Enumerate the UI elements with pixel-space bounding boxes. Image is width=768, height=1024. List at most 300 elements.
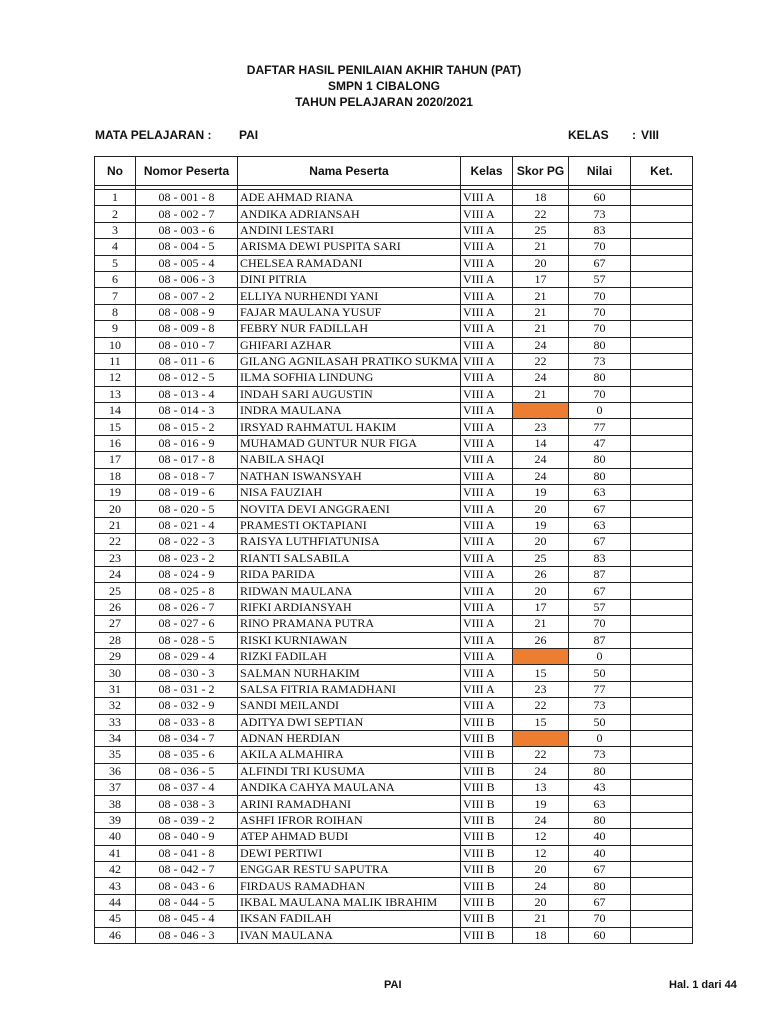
cell-kelas: VIII B <box>461 780 513 796</box>
footer-subject: PAI <box>384 979 402 991</box>
cell-nomor-peserta: 08 - 036 - 5 <box>136 763 238 779</box>
cell-skor-pg: 20 <box>513 583 569 599</box>
cell-nilai: 77 <box>569 681 631 697</box>
cell-skor-pg: 18 <box>513 190 569 206</box>
cell-ket <box>631 403 693 419</box>
cell-kelas: VIII A <box>461 288 513 304</box>
table-row <box>95 271 693 287</box>
cell-kelas: VIII A <box>461 190 513 206</box>
cell-nomor-peserta: 08 - 017 - 8 <box>136 452 238 468</box>
cell-nomor-peserta: 08 - 012 - 5 <box>136 370 238 386</box>
table-row <box>95 435 693 451</box>
cell-no: 27 <box>95 616 136 632</box>
cell-skor-pg: 19 <box>513 796 569 812</box>
cell-ket <box>631 747 693 763</box>
class-separator: : <box>632 128 636 142</box>
cell-nama-peserta: RINO PRAMANA PUTRA <box>238 616 461 632</box>
cell-skor-pg: 20 <box>513 894 569 910</box>
cell-nilai: 73 <box>569 747 631 763</box>
cell-nilai: 67 <box>569 255 631 271</box>
cell-nomor-peserta: 08 - 043 - 6 <box>136 878 238 894</box>
cell-nomor-peserta: 08 - 002 - 7 <box>136 206 238 222</box>
cell-no: 34 <box>95 730 136 746</box>
cell-nilai: 67 <box>569 894 631 910</box>
cell-no: 36 <box>95 763 136 779</box>
cell-ket <box>631 681 693 697</box>
table-row <box>95 829 693 845</box>
cell-ket <box>631 780 693 796</box>
cell-skor-pg: 21 <box>513 616 569 632</box>
cell-nilai: 73 <box>569 206 631 222</box>
table-row <box>95 845 693 861</box>
table-row <box>95 583 693 599</box>
cell-ket <box>631 730 693 746</box>
cell-no: 20 <box>95 501 136 517</box>
cell-no: 5 <box>95 255 136 271</box>
table-row <box>95 616 693 632</box>
cell-nama-peserta: RAISYA LUTHFIATUNISA <box>238 534 461 550</box>
cell-ket <box>631 517 693 533</box>
cell-no: 22 <box>95 534 136 550</box>
cell-skor-pg: 13 <box>513 780 569 796</box>
cell-no: 28 <box>95 632 136 648</box>
cell-no: 26 <box>95 599 136 615</box>
table-row <box>95 566 693 582</box>
cell-no: 4 <box>95 239 136 255</box>
cell-kelas: VIII A <box>461 550 513 566</box>
cell-nama-peserta: NOVITA DEVI ANGGRAENI <box>238 501 461 517</box>
cell-nama-peserta: FAJAR MAULANA YUSUF <box>238 304 461 320</box>
col-header-nama-peserta: Nama Peserta <box>238 157 461 186</box>
cell-no: 7 <box>95 288 136 304</box>
cell-kelas: VIII A <box>461 534 513 550</box>
cell-nomor-peserta: 08 - 011 - 6 <box>136 353 238 369</box>
table-row <box>95 862 693 878</box>
cell-nama-peserta: NATHAN ISWANSYAH <box>238 468 461 484</box>
results-table <box>94 156 693 944</box>
cell-nama-peserta: SALSA FITRIA RAMADHANI <box>238 681 461 697</box>
cell-ket <box>631 206 693 222</box>
cell-nama-peserta: ADITYA DWI SEPTIAN <box>238 714 461 730</box>
cell-kelas: VIII A <box>461 501 513 517</box>
cell-kelas: VIII A <box>461 370 513 386</box>
cell-nomor-peserta: 08 - 021 - 4 <box>136 517 238 533</box>
cell-nama-peserta: IVAN MAULANA <box>238 927 461 943</box>
cell-nilai: 70 <box>569 239 631 255</box>
cell-no: 2 <box>95 206 136 222</box>
cell-nilai: 73 <box>569 353 631 369</box>
cell-nilai: 80 <box>569 812 631 828</box>
cell-nama-peserta: DEWI PERTIWI <box>238 845 461 861</box>
cell-nomor-peserta: 08 - 018 - 7 <box>136 468 238 484</box>
table-row <box>95 780 693 796</box>
cell-kelas: VIII B <box>461 763 513 779</box>
subject-value: PAI <box>239 128 259 142</box>
cell-nomor-peserta: 08 - 046 - 3 <box>136 927 238 943</box>
cell-kelas: VIII B <box>461 747 513 763</box>
cell-skor-pg: 19 <box>513 517 569 533</box>
cell-nama-peserta: INDAH SARI AUGUSTIN <box>238 386 461 402</box>
cell-skor-pg: 15 <box>513 665 569 681</box>
cell-skor-pg: 18 <box>513 927 569 943</box>
school-name: SMPN 1 CIBALONG <box>327 79 440 93</box>
col-header-skor-pg: Skor PG <box>513 157 569 186</box>
cell-kelas: VIII A <box>461 517 513 533</box>
cell-nama-peserta: NABILA SHAQI <box>238 452 461 468</box>
cell-nama-peserta: ASHFI IFROR ROIHAN <box>238 812 461 828</box>
cell-ket <box>631 386 693 402</box>
cell-skor-pg: 21 <box>513 386 569 402</box>
cell-no: 14 <box>95 403 136 419</box>
cell-kelas: VIII A <box>461 206 513 222</box>
cell-nama-peserta: ANDINI LESTARI <box>238 222 461 238</box>
cell-ket <box>631 370 693 386</box>
table-row <box>95 222 693 238</box>
document-title: DAFTAR HASIL PENILAIAN AKHIR TAHUN (PAT) <box>246 63 522 77</box>
cell-nilai: 0 <box>569 648 631 664</box>
cell-nama-peserta: ANDIKA CAHYA MAULANA <box>238 780 461 796</box>
cell-skor-pg: 24 <box>513 452 569 468</box>
cell-nama-peserta: ARISMA DEWI PUSPITA SARI <box>238 239 461 255</box>
cell-nilai: 80 <box>569 370 631 386</box>
cell-skor-pg: 21 <box>513 304 569 320</box>
cell-nomor-peserta: 08 - 015 - 2 <box>136 419 238 435</box>
table-row <box>95 812 693 828</box>
cell-ket <box>631 812 693 828</box>
cell-skor-pg: 21 <box>513 288 569 304</box>
cell-ket <box>631 714 693 730</box>
cell-nomor-peserta: 08 - 019 - 6 <box>136 485 238 501</box>
cell-no: 18 <box>95 468 136 484</box>
table-row <box>95 288 693 304</box>
table-header-row <box>95 157 693 186</box>
cell-kelas: VIII A <box>461 616 513 632</box>
cell-kelas: VIII B <box>461 927 513 943</box>
cell-nomor-peserta: 08 - 029 - 4 <box>136 648 238 664</box>
cell-skor-pg: 19 <box>513 485 569 501</box>
cell-nomor-peserta: 08 - 033 - 8 <box>136 714 238 730</box>
cell-no: 30 <box>95 665 136 681</box>
table-row <box>95 239 693 255</box>
cell-nomor-peserta: 08 - 014 - 3 <box>136 403 238 419</box>
cell-kelas: VIII A <box>461 239 513 255</box>
cell-ket <box>631 911 693 927</box>
cell-nama-peserta: GHIFARI AZHAR <box>238 337 461 353</box>
cell-ket <box>631 665 693 681</box>
cell-kelas: VIII A <box>461 321 513 337</box>
cell-nama-peserta: RIZKI FADILAH <box>238 648 461 664</box>
cell-kelas: VIII B <box>461 878 513 894</box>
cell-nama-peserta: FIRDAUS RAMADHAN <box>238 878 461 894</box>
cell-skor-pg: 14 <box>513 435 569 451</box>
cell-nilai: 70 <box>569 288 631 304</box>
cell-nomor-peserta: 08 - 045 - 4 <box>136 911 238 927</box>
cell-nomor-peserta: 08 - 016 - 9 <box>136 435 238 451</box>
cell-skor-pg: 12 <box>513 829 569 845</box>
cell-nama-peserta: SANDI MEILANDI <box>238 698 461 714</box>
cell-skor-pg <box>513 730 569 746</box>
cell-no: 39 <box>95 812 136 828</box>
cell-kelas: VIII A <box>461 648 513 664</box>
cell-skor-pg <box>513 403 569 419</box>
cell-nama-peserta: RIDWAN MAULANA <box>238 583 461 599</box>
cell-ket <box>631 501 693 517</box>
cell-no: 45 <box>95 911 136 927</box>
cell-nilai: 60 <box>569 190 631 206</box>
cell-kelas: VIII A <box>461 599 513 615</box>
cell-nama-peserta: INDRA MAULANA <box>238 403 461 419</box>
cell-kelas: VIII A <box>461 255 513 271</box>
cell-ket <box>631 353 693 369</box>
cell-kelas: VIII A <box>461 304 513 320</box>
cell-nilai: 67 <box>569 862 631 878</box>
cell-ket <box>631 550 693 566</box>
cell-skor-pg: 17 <box>513 599 569 615</box>
cell-skor-pg: 23 <box>513 419 569 435</box>
cell-kelas: VIII A <box>461 698 513 714</box>
cell-skor-pg: 22 <box>513 747 569 763</box>
cell-nama-peserta: RIANTI SALSABILA <box>238 550 461 566</box>
cell-nama-peserta: RIDA PARIDA <box>238 566 461 582</box>
cell-nama-peserta: GILANG AGNILASAH PRATIKO SUKMA <box>238 353 461 369</box>
cell-ket <box>631 894 693 910</box>
cell-ket <box>631 288 693 304</box>
cell-nama-peserta: ILMA SOFHIA LINDUNG <box>238 370 461 386</box>
table-row <box>95 796 693 812</box>
cell-ket <box>631 878 693 894</box>
cell-no: 23 <box>95 550 136 566</box>
cell-nama-peserta: SALMAN NURHAKIM <box>238 665 461 681</box>
cell-ket <box>631 534 693 550</box>
cell-ket <box>631 927 693 943</box>
table-row <box>95 534 693 550</box>
cell-nama-peserta: IKSAN FADILAH <box>238 911 461 927</box>
cell-kelas: VIII B <box>461 894 513 910</box>
cell-nomor-peserta: 08 - 008 - 9 <box>136 304 238 320</box>
cell-nilai: 60 <box>569 927 631 943</box>
academic-year: TAHUN PELAJARAN 2020/2021 <box>295 95 473 109</box>
cell-nilai: 80 <box>569 337 631 353</box>
cell-kelas: VIII A <box>461 419 513 435</box>
cell-ket <box>631 796 693 812</box>
cell-kelas: VIII B <box>461 911 513 927</box>
table-row <box>95 714 693 730</box>
cell-nama-peserta: ENGGAR RESTU SAPUTRA <box>238 862 461 878</box>
cell-nilai: 47 <box>569 435 631 451</box>
cell-no: 15 <box>95 419 136 435</box>
cell-skor-pg: 25 <box>513 222 569 238</box>
cell-no: 9 <box>95 321 136 337</box>
cell-no: 12 <box>95 370 136 386</box>
cell-skor-pg: 21 <box>513 321 569 337</box>
cell-kelas: VIII A <box>461 566 513 582</box>
cell-nama-peserta: NISA FAUZIAH <box>238 485 461 501</box>
cell-skor-pg: 25 <box>513 550 569 566</box>
cell-nilai: 80 <box>569 763 631 779</box>
col-header-ket: Ket. <box>631 157 693 186</box>
cell-no: 31 <box>95 681 136 697</box>
col-header-nilai: Nilai <box>569 157 631 186</box>
cell-nilai: 87 <box>569 632 631 648</box>
cell-kelas: VIII B <box>461 829 513 845</box>
cell-no: 35 <box>95 747 136 763</box>
table-row <box>95 747 693 763</box>
cell-nomor-peserta: 08 - 027 - 6 <box>136 616 238 632</box>
cell-ket <box>631 304 693 320</box>
table-row <box>95 370 693 386</box>
cell-ket <box>631 468 693 484</box>
cell-ket <box>631 435 693 451</box>
cell-kelas: VIII A <box>461 452 513 468</box>
cell-no: 24 <box>95 566 136 582</box>
cell-no: 29 <box>95 648 136 664</box>
cell-skor-pg: 12 <box>513 845 569 861</box>
cell-nilai: 0 <box>569 730 631 746</box>
table-row <box>95 927 693 943</box>
cell-skor-pg: 23 <box>513 681 569 697</box>
cell-no: 11 <box>95 353 136 369</box>
cell-nilai: 57 <box>569 599 631 615</box>
table-row <box>95 403 693 419</box>
cell-no: 3 <box>95 222 136 238</box>
cell-kelas: VIII A <box>461 271 513 287</box>
cell-kelas: VIII A <box>461 353 513 369</box>
class-label: KELAS <box>568 128 609 142</box>
cell-kelas: VIII B <box>461 730 513 746</box>
cell-skor-pg: 15 <box>513 714 569 730</box>
cell-no: 33 <box>95 714 136 730</box>
cell-nama-peserta: PRAMESTI OKTAPIANI <box>238 517 461 533</box>
cell-skor-pg: 22 <box>513 698 569 714</box>
cell-no: 16 <box>95 435 136 451</box>
col-header-kelas: Kelas <box>461 157 513 186</box>
cell-nomor-peserta: 08 - 003 - 6 <box>136 222 238 238</box>
cell-no: 17 <box>95 452 136 468</box>
cell-ket <box>631 599 693 615</box>
cell-no: 41 <box>95 845 136 861</box>
cell-nomor-peserta: 08 - 010 - 7 <box>136 337 238 353</box>
cell-kelas: VIII B <box>461 845 513 861</box>
cell-nama-peserta: IRSYAD RAHMATUL HAKIM <box>238 419 461 435</box>
cell-nomor-peserta: 08 - 007 - 2 <box>136 288 238 304</box>
cell-kelas: VIII B <box>461 796 513 812</box>
table-row <box>95 632 693 648</box>
cell-nilai: 0 <box>569 403 631 419</box>
cell-nama-peserta: CHELSEA RAMADANI <box>238 255 461 271</box>
cell-nilai: 70 <box>569 321 631 337</box>
cell-nilai: 80 <box>569 878 631 894</box>
cell-nomor-peserta: 08 - 020 - 5 <box>136 501 238 517</box>
cell-kelas: VIII A <box>461 403 513 419</box>
cell-kelas: VIII A <box>461 222 513 238</box>
cell-nilai: 57 <box>569 271 631 287</box>
cell-nilai: 67 <box>569 534 631 550</box>
table-row <box>95 599 693 615</box>
cell-nama-peserta: DINI PITRIA <box>238 271 461 287</box>
cell-nilai: 83 <box>569 222 631 238</box>
cell-skor-pg: 24 <box>513 812 569 828</box>
cell-nilai: 77 <box>569 419 631 435</box>
cell-kelas: VIII A <box>461 337 513 353</box>
cell-nomor-peserta: 08 - 040 - 9 <box>136 829 238 845</box>
cell-no: 37 <box>95 780 136 796</box>
cell-nomor-peserta: 08 - 039 - 2 <box>136 812 238 828</box>
cell-no: 25 <box>95 583 136 599</box>
table-row <box>95 468 693 484</box>
cell-nomor-peserta: 08 - 034 - 7 <box>136 730 238 746</box>
cell-no: 8 <box>95 304 136 320</box>
cell-no: 42 <box>95 862 136 878</box>
cell-skor-pg: 20 <box>513 862 569 878</box>
table-row <box>95 550 693 566</box>
cell-kelas: VIII A <box>461 386 513 402</box>
cell-skor-pg: 26 <box>513 566 569 582</box>
cell-nilai: 80 <box>569 468 631 484</box>
cell-nomor-peserta: 08 - 004 - 5 <box>136 239 238 255</box>
cell-ket <box>631 337 693 353</box>
cell-skor-pg: 24 <box>513 370 569 386</box>
cell-no: 43 <box>95 878 136 894</box>
cell-kelas: VIII B <box>461 862 513 878</box>
cell-skor-pg: 20 <box>513 255 569 271</box>
cell-skor-pg: 21 <box>513 911 569 927</box>
cell-nama-peserta: ANDIKA ADRIANSAH <box>238 206 461 222</box>
cell-ket <box>631 255 693 271</box>
cell-kelas: VIII A <box>461 468 513 484</box>
cell-skor-pg: 24 <box>513 337 569 353</box>
cell-ket <box>631 271 693 287</box>
cell-ket <box>631 239 693 255</box>
cell-ket <box>631 616 693 632</box>
cell-nilai: 40 <box>569 829 631 845</box>
cell-nama-peserta: ARINI RAMADHANI <box>238 796 461 812</box>
cell-nomor-peserta: 08 - 038 - 3 <box>136 796 238 812</box>
table-row <box>95 206 693 222</box>
cell-kelas: VIII A <box>461 632 513 648</box>
cell-nilai: 43 <box>569 780 631 796</box>
cell-ket <box>631 862 693 878</box>
cell-no: 21 <box>95 517 136 533</box>
cell-skor-pg <box>513 648 569 664</box>
cell-no: 13 <box>95 386 136 402</box>
cell-skor-pg: 20 <box>513 501 569 517</box>
cell-skor-pg: 17 <box>513 271 569 287</box>
cell-kelas: VIII B <box>461 714 513 730</box>
cell-nilai: 83 <box>569 550 631 566</box>
cell-no: 6 <box>95 271 136 287</box>
cell-skor-pg: 24 <box>513 763 569 779</box>
cell-skor-pg: 24 <box>513 468 569 484</box>
cell-nama-peserta: ADNAN HERDIAN <box>238 730 461 746</box>
table-row <box>95 255 693 271</box>
cell-skor-pg: 22 <box>513 206 569 222</box>
cell-kelas: VIII A <box>461 681 513 697</box>
cell-nomor-peserta: 08 - 006 - 3 <box>136 271 238 287</box>
table-row <box>95 517 693 533</box>
class-value: VIII <box>641 128 660 142</box>
cell-ket <box>631 763 693 779</box>
cell-no: 32 <box>95 698 136 714</box>
cell-nilai: 67 <box>569 583 631 599</box>
cell-nama-peserta: AKILA ALMAHIRA <box>238 747 461 763</box>
table-row <box>95 894 693 910</box>
cell-nama-peserta: ALFINDI TRI KUSUMA <box>238 763 461 779</box>
cell-ket <box>631 419 693 435</box>
cell-kelas: VIII B <box>461 812 513 828</box>
table-row <box>95 452 693 468</box>
cell-nama-peserta: MUHAMAD GUNTUR NUR FIGA <box>238 435 461 451</box>
cell-no: 1 <box>95 190 136 206</box>
